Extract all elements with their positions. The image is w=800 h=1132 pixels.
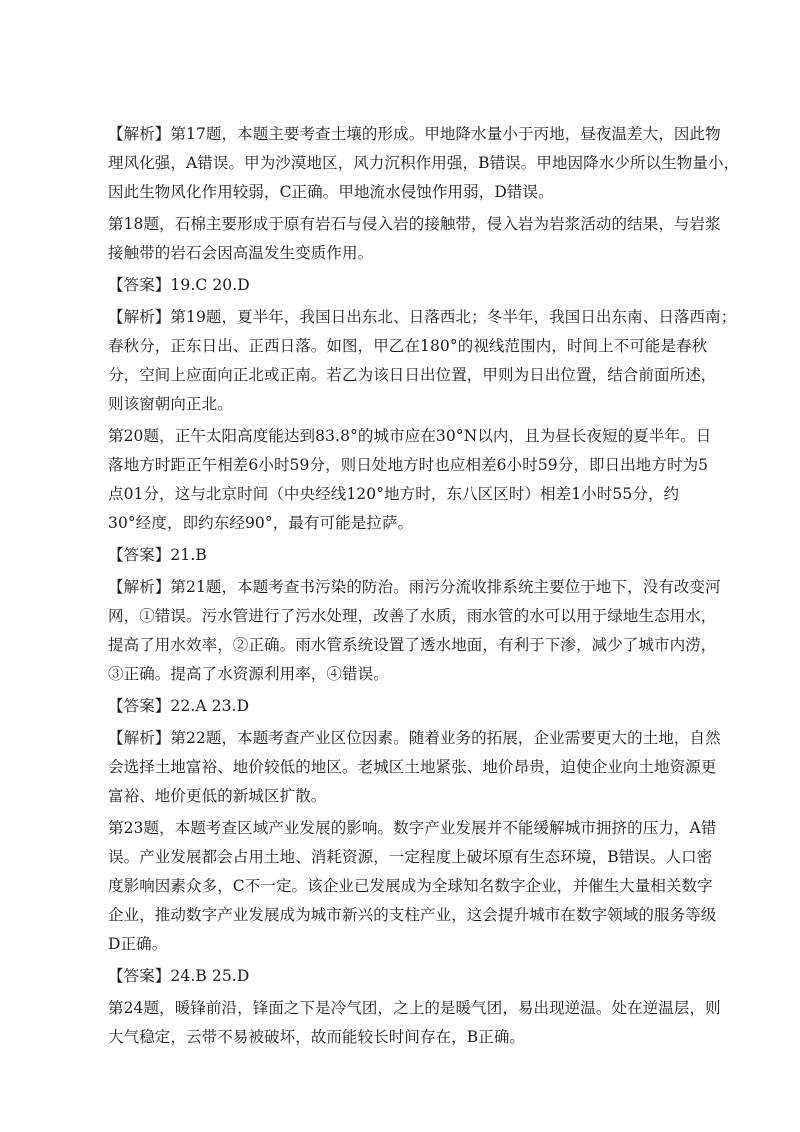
text-line: 【解析】第22题，本题考查产业区位因素。随着业务的拓展，企业需要更大的土地，自然 xyxy=(108,729,721,747)
paragraph-explain-24 xyxy=(108,994,721,1052)
text-line: 【解析】第21题，本题考查书污染的防治。雨污分流收排系统主要位于地下，没有改变河 xyxy=(108,578,721,596)
text-line: 【解析】第17题，本题主要考查土壤的形成。甲地降水量小于丙地，昼夜温差大，因此物 xyxy=(108,125,721,143)
text-line: 富裕、地价更低的新城区扩散。 xyxy=(108,787,327,805)
text-line: 则该窗朝向正北。 xyxy=(108,395,233,413)
paragraph-explain-20 xyxy=(108,422,712,538)
paragraph-explain-19 xyxy=(108,303,737,419)
text-line: 度影响因素众多，C不一定。该企业已发展成为全球知名数字企业，并催生大量相关数字 xyxy=(108,877,713,895)
answer-19-20 xyxy=(108,271,698,300)
answer-line: 【答案】22.A 23.D xyxy=(108,697,250,715)
text-line: 误。产业发展都会占用土地、消耗资源，一定程度上破坏原有生态环境，B错误。人口密 xyxy=(108,848,713,866)
answer-line: 【答案】24.B 25.D xyxy=(108,967,250,985)
text-line: 第23题，本题考查区域产业发展的影响。数字产业发展并不能缓解城市拥挤的压力，A错 xyxy=(108,819,717,837)
text-line: 【解析】第19题，夏半年，我国日出东北、日落西北；冬半年，我国日出东南、日落西南； xyxy=(108,308,737,326)
text-line: 第24题，暖锋前沿，锋面之下是冷气团，之上的是暖气团，易出现逆温。处在逆温层，则 xyxy=(108,999,721,1017)
document-body xyxy=(108,120,740,1052)
text-line: 提高了用水效率，②正确。雨水管系统设置了透水地面，有利于下渗，减少了城市内涝， xyxy=(108,636,717,654)
answer-22-23 xyxy=(108,692,698,721)
text-line: 企业，推动数字产业发展成为城市新兴的支柱产业，这会提升城市在数字领域的服务等级 xyxy=(108,906,717,924)
text-line: 春秋分，正东日出、正西日落。如图，甲乙在180°的视线范围内，时间上不可能是春秋 xyxy=(108,337,708,355)
text-line: D正确。 xyxy=(108,935,168,953)
text-line: 大气稳定，云带不易被破坏，故而能较长时间存在，B正确。 xyxy=(108,1028,526,1046)
paragraph-explain-18 xyxy=(108,210,721,268)
answer-line: 【答案】19.C 20.D xyxy=(108,276,250,294)
paragraph-explain-23 xyxy=(108,814,717,959)
text-line: 第20题，正午太阳高度能达到83.8°的城市应在30°N以内，且为昼长夜短的夏半年。日 xyxy=(108,427,712,445)
answer-24-25 xyxy=(108,962,698,991)
text-line: 第18题，石棉主要形成于原有岩石与侵入岩的接触带，侵入岩为岩浆活动的结果，与岩浆 xyxy=(108,215,721,233)
text-line: 分，空间上应面向正北或正南。若乙为该日日出位置，甲则为日出位置，结合前面所述， xyxy=(108,366,717,384)
paragraph-explain-17 xyxy=(108,120,740,207)
text-line: ③正确。提高了水资源利用率，④错误。 xyxy=(108,665,389,683)
text-line: 理风化强，A错误。甲为沙漠地区，风力沉积作用强，B错误。甲地因降水少所以生物量小， xyxy=(108,154,740,172)
text-line: 落地方时距正午相差6小时59分，则日处地方时也应相差6小时59分，即日出地方时为5 xyxy=(108,456,709,474)
text-line: 30°经度，即约东经90°，最有可能是拉萨。 xyxy=(108,514,414,532)
text-line: 网，①错误。污水管进行了污水处理，改善了水质，雨水管的水可以用于绿地生态用水， xyxy=(108,607,717,625)
answer-line: 【答案】21.B xyxy=(108,546,207,564)
paragraph-explain-22 xyxy=(108,724,721,811)
paragraph-explain-21 xyxy=(108,573,721,689)
text-line: 因此生物风化作用较弱，C正确。甲地流水侵蚀作用弱，D错误。 xyxy=(108,183,554,201)
answer-21 xyxy=(108,541,698,570)
text-line: 会选择土地富裕、地价较低的地区。老城区土地紧张、地价昂贵，迫使企业向土地资源更 xyxy=(108,758,717,776)
text-line: 接触带的岩石会因高温发生变质作用。 xyxy=(108,244,374,262)
text-line: 点01分，这与北京时间（中央经线120°地方时，东八区区时）相差1小时55分，约 xyxy=(108,485,680,503)
